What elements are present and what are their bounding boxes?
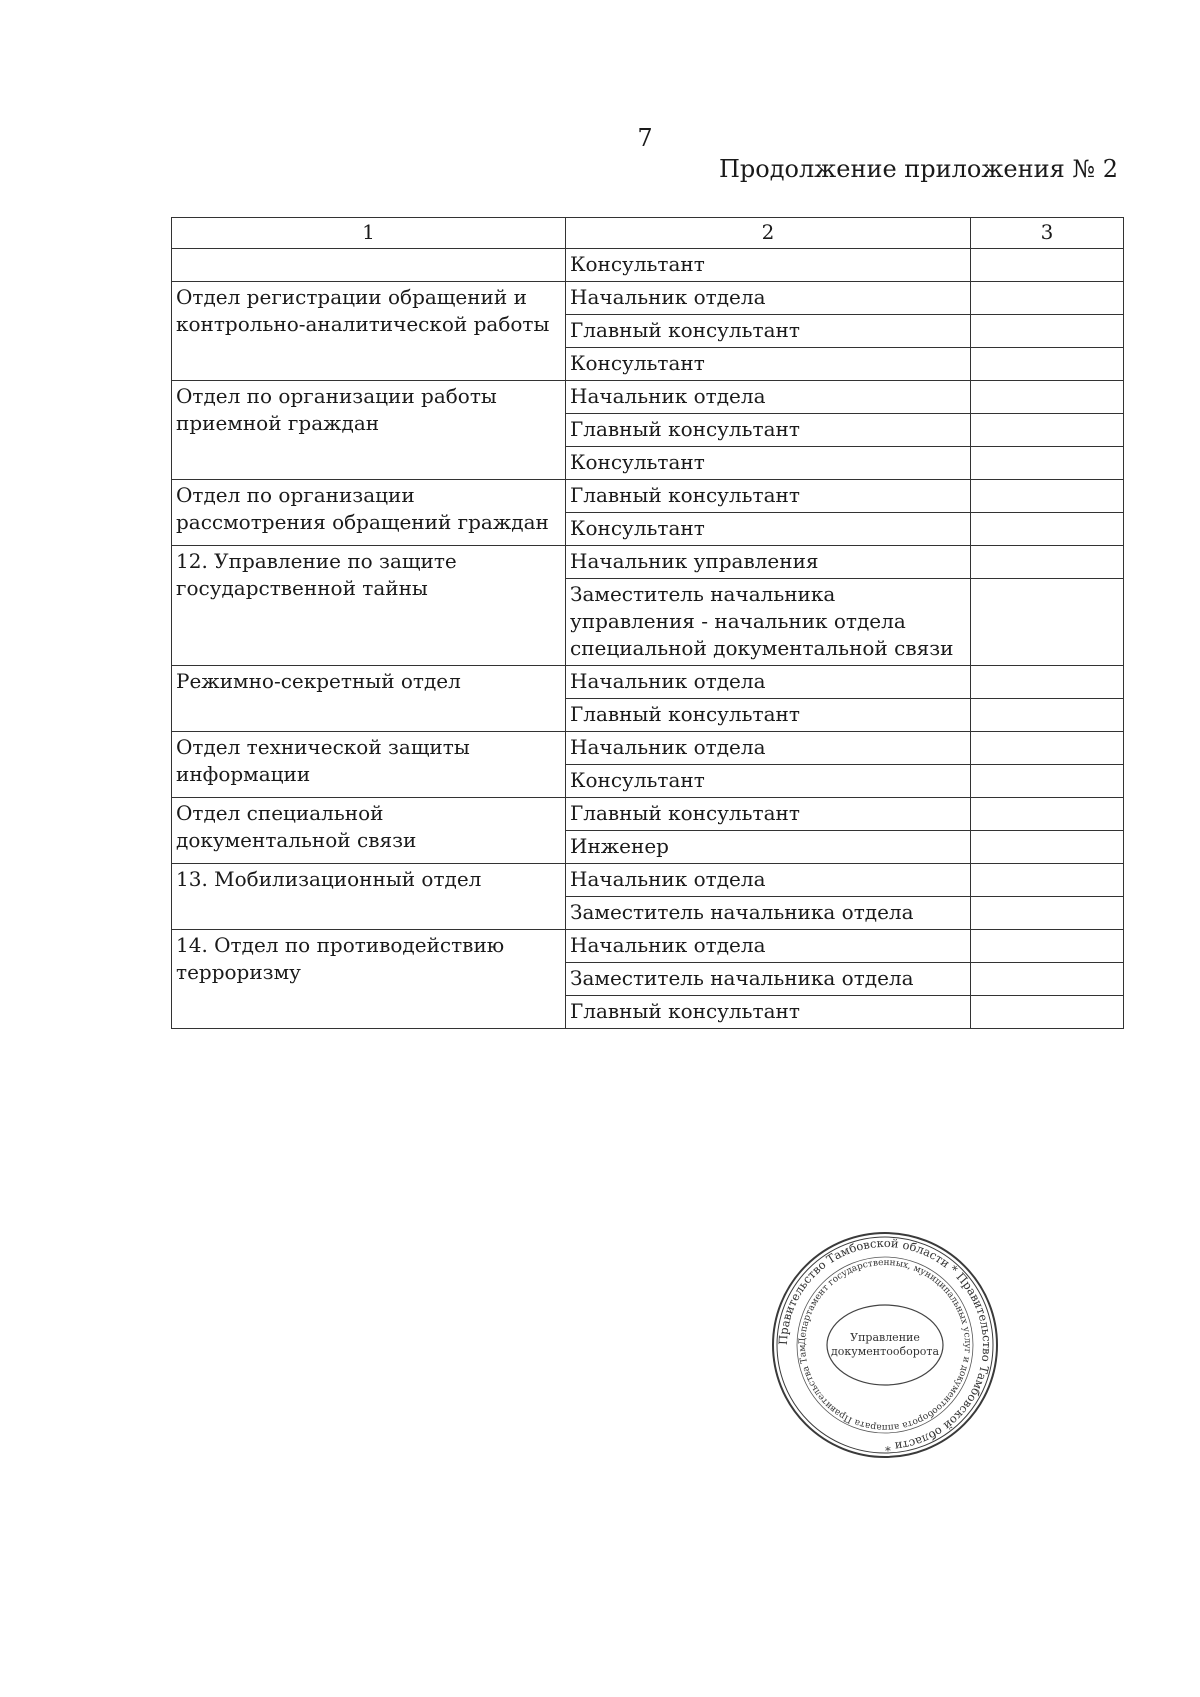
position-cell: Начальник отдела <box>566 864 971 897</box>
stamp-inner-text: Департамент государственных, муниципальных услуг и документооборота аппарата Правительства Там <box>797 1257 973 1433</box>
position-cell: Консультант <box>566 249 971 282</box>
empty-col-3-cell <box>971 732 1124 765</box>
table-row <box>172 480 1124 513</box>
position-cell: Начальник отдела <box>566 930 971 963</box>
table-row <box>172 282 1124 315</box>
empty-col-3-cell <box>971 831 1124 864</box>
position-cell: Главный консультант <box>566 480 971 513</box>
empty-col-3-cell <box>971 315 1124 348</box>
stamp-outer-text: Правительство Тамбовской области * Правительство Тамбовской области * <box>775 1235 995 1455</box>
department-cell <box>172 249 566 282</box>
position-cell: Главный консультант <box>566 996 971 1029</box>
position-cell: Главный консультант <box>566 315 971 348</box>
department-cell: Отдел по организации работы приемной граждан <box>172 381 566 480</box>
stamp-center-text <box>824 1306 946 1384</box>
page-number: 7 <box>637 124 653 152</box>
empty-col-3-cell <box>971 282 1124 315</box>
position-cell: Главный консультант <box>566 798 971 831</box>
table-row <box>172 546 1124 579</box>
empty-col-3-cell <box>971 513 1124 546</box>
empty-col-3-cell <box>971 699 1124 732</box>
empty-col-3-cell <box>971 348 1124 381</box>
position-cell: Консультант <box>566 513 971 546</box>
stamp-center-line-1: Управление <box>850 1331 920 1344</box>
empty-col-3-cell <box>971 765 1124 798</box>
position-cell: Начальник управления <box>566 546 971 579</box>
position-cell: Главный консультант <box>566 699 971 732</box>
position-cell: Инженер <box>566 831 971 864</box>
department-cell: Режимно-секретный отдел <box>172 666 566 732</box>
empty-col-3-cell <box>971 381 1124 414</box>
empty-col-3-cell <box>971 996 1124 1029</box>
empty-col-3-cell <box>971 249 1124 282</box>
empty-col-3-cell <box>971 798 1124 831</box>
header-col-3: 3 <box>971 218 1124 249</box>
header-col-1: 1 <box>172 218 566 249</box>
continuation-label: Продолжение приложения № 2 <box>718 155 1118 183</box>
department-cell: 14. Отдел по противодействию терроризму <box>172 930 566 1029</box>
table-row <box>172 930 1124 963</box>
table-row <box>172 864 1124 897</box>
table-row <box>172 666 1124 699</box>
table-row <box>172 249 1124 282</box>
position-cell: Начальник отдела <box>566 381 971 414</box>
position-cell: Консультант <box>566 765 971 798</box>
empty-col-3-cell <box>971 897 1124 930</box>
table-row <box>172 798 1124 831</box>
empty-col-3-cell <box>971 414 1124 447</box>
empty-col-3-cell <box>971 447 1124 480</box>
position-cell: Начальник отдела <box>566 732 971 765</box>
table-row <box>172 732 1124 765</box>
empty-col-3-cell <box>971 963 1124 996</box>
stamp-center-line-2: документооборота <box>830 1345 940 1358</box>
empty-col-3-cell <box>971 480 1124 513</box>
empty-col-3-cell <box>971 579 1124 666</box>
position-cell: Главный консультант <box>566 414 971 447</box>
department-cell: 12. Управление по защите государственной тайны <box>172 546 566 666</box>
position-cell: Начальник отдела <box>566 666 971 699</box>
department-cell: Отдел технической защиты информации <box>172 732 566 798</box>
position-cell: Начальник отдела <box>566 282 971 315</box>
positions-table <box>171 217 1124 1029</box>
empty-col-3-cell <box>971 930 1124 963</box>
official-stamp <box>768 1228 1002 1462</box>
empty-col-3-cell <box>971 666 1124 699</box>
empty-col-3-cell <box>971 546 1124 579</box>
position-cell: Заместитель начальника отдела <box>566 897 971 930</box>
table-row <box>172 381 1124 414</box>
position-cell: Консультант <box>566 447 971 480</box>
department-cell: Отдел регистрации обращений и контрольно-аналитической работы <box>172 282 566 381</box>
table-body <box>172 249 1124 1029</box>
header-col-2: 2 <box>566 218 971 249</box>
department-cell: Отдел по организации рассмотрения обращений граждан <box>172 480 566 546</box>
table-header-row <box>172 218 1124 249</box>
department-cell: Отдел специальной документальной связи <box>172 798 566 864</box>
empty-col-3-cell <box>971 864 1124 897</box>
position-cell: Консультант <box>566 348 971 381</box>
position-cell: Заместитель начальника отдела <box>566 963 971 996</box>
department-cell: 13. Мобилизационный отдел <box>172 864 566 930</box>
position-cell: Заместитель начальника управления - начальник отдела специальной документальной связи <box>566 579 971 666</box>
